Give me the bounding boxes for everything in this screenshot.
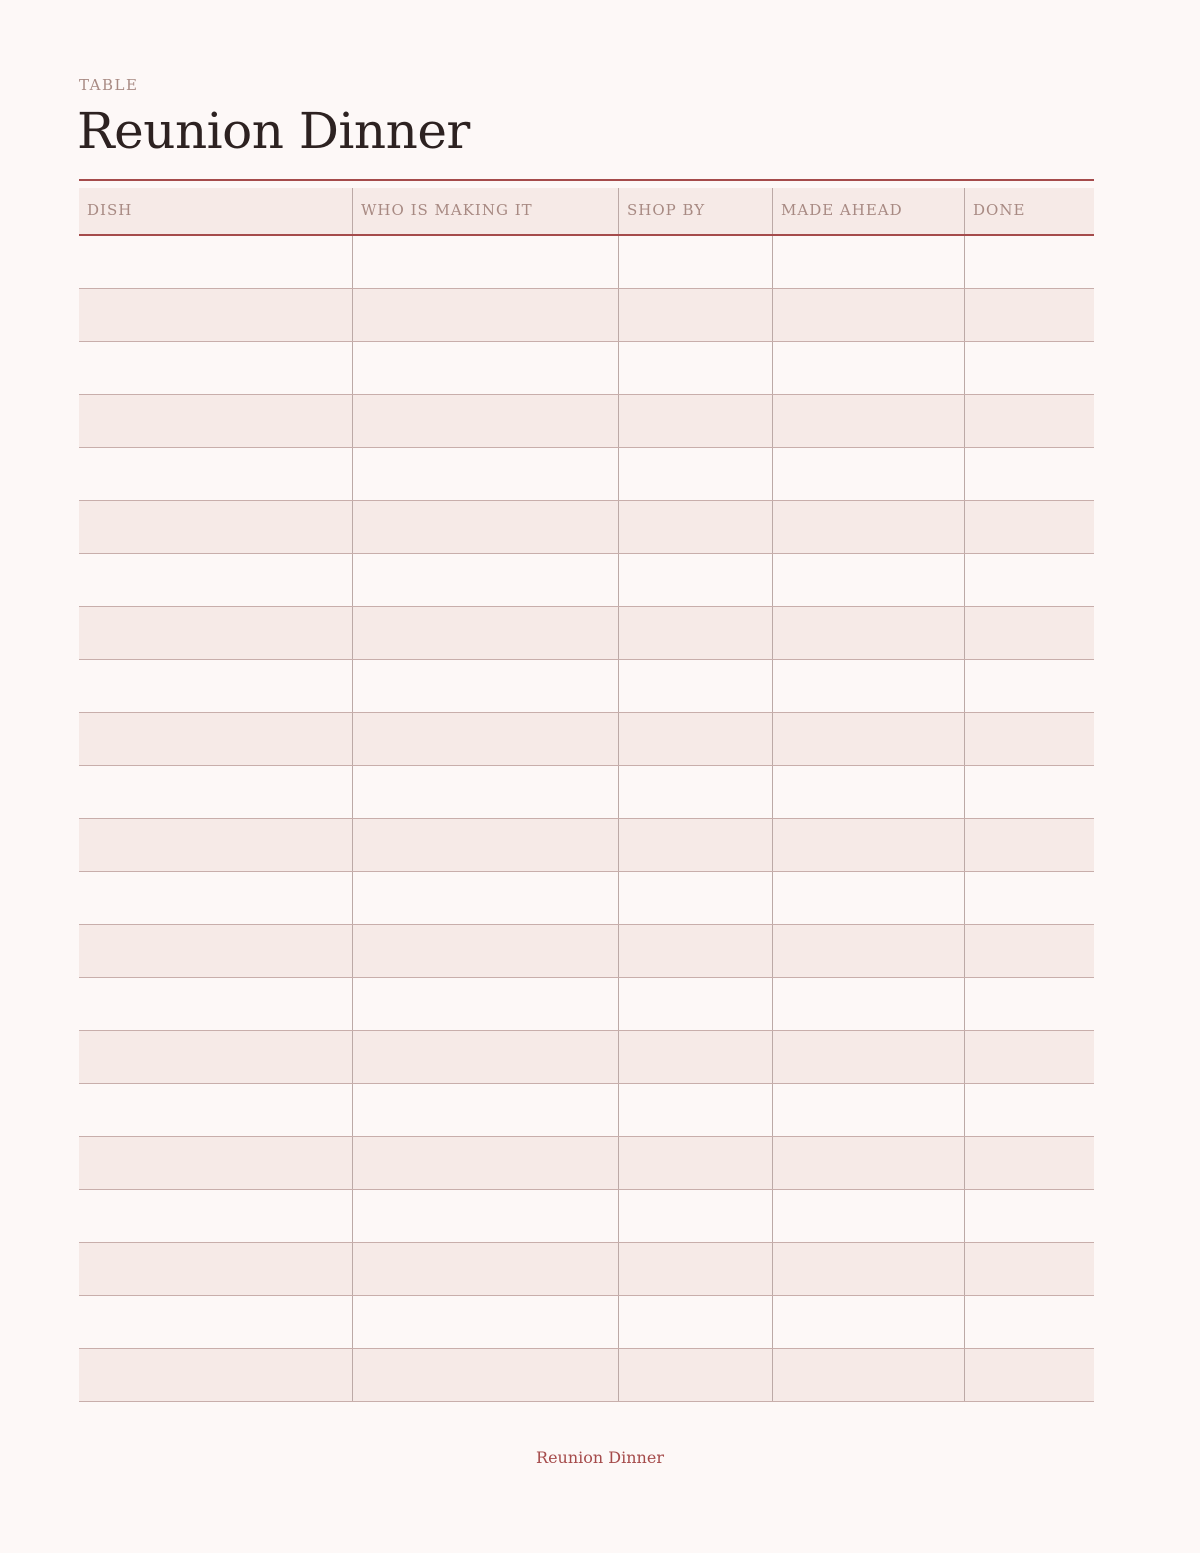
table-row bbox=[79, 1137, 1094, 1190]
table-cell-dish[interactable] bbox=[79, 713, 353, 765]
table-cell-shop-by[interactable] bbox=[619, 395, 773, 447]
table-cell-shop-by[interactable] bbox=[619, 660, 773, 712]
table-cell-made-ahead[interactable] bbox=[773, 1190, 965, 1242]
table-cell-who-is-making-it[interactable] bbox=[353, 607, 619, 659]
table-cell-dish[interactable] bbox=[79, 1349, 353, 1401]
table-cell-done[interactable] bbox=[965, 501, 1094, 553]
table-cell-done[interactable] bbox=[965, 1296, 1094, 1348]
table-cell-dish[interactable] bbox=[79, 342, 353, 394]
table-cell-dish[interactable] bbox=[79, 501, 353, 553]
table-cell-who-is-making-it[interactable] bbox=[353, 289, 619, 341]
table-body bbox=[79, 236, 1094, 1402]
table-row bbox=[79, 1084, 1094, 1137]
table-cell-dish[interactable] bbox=[79, 1190, 353, 1242]
table-cell-shop-by[interactable] bbox=[619, 1243, 773, 1295]
table-cell-who-is-making-it[interactable] bbox=[353, 660, 619, 712]
table-row bbox=[79, 872, 1094, 925]
table-cell-dish[interactable] bbox=[79, 607, 353, 659]
column-header-dish: DISH bbox=[79, 188, 353, 234]
table-cell-made-ahead[interactable] bbox=[773, 342, 965, 394]
table-cell-done[interactable] bbox=[965, 554, 1094, 606]
table-row bbox=[79, 819, 1094, 872]
table-cell-shop-by[interactable] bbox=[619, 1190, 773, 1242]
table-cell-who-is-making-it[interactable] bbox=[353, 1349, 619, 1401]
table-row bbox=[79, 1190, 1094, 1243]
table-cell-shop-by[interactable] bbox=[619, 766, 773, 818]
table-cell-shop-by[interactable] bbox=[619, 1031, 773, 1083]
table-row bbox=[79, 236, 1094, 289]
table-cell-done[interactable] bbox=[965, 448, 1094, 500]
table-cell-shop-by[interactable] bbox=[619, 819, 773, 871]
table-cell-done[interactable] bbox=[965, 395, 1094, 447]
table-cell-dish[interactable] bbox=[79, 289, 353, 341]
table-cell-who-is-making-it[interactable] bbox=[353, 766, 619, 818]
table-cell-done[interactable] bbox=[965, 1031, 1094, 1083]
table-cell-dish[interactable] bbox=[79, 395, 353, 447]
table-cell-done[interactable] bbox=[965, 1243, 1094, 1295]
table-cell-made-ahead[interactable] bbox=[773, 448, 965, 500]
table-cell-who-is-making-it[interactable] bbox=[353, 1031, 619, 1083]
eyebrow-label: TABLE bbox=[79, 76, 139, 94]
table-cell-who-is-making-it[interactable] bbox=[353, 554, 619, 606]
table-cell-done[interactable] bbox=[965, 342, 1094, 394]
table-cell-shop-by[interactable] bbox=[619, 1349, 773, 1401]
table-cell-shop-by[interactable] bbox=[619, 554, 773, 606]
table-cell-dish[interactable] bbox=[79, 554, 353, 606]
table-cell-who-is-making-it[interactable] bbox=[353, 448, 619, 500]
title-rule bbox=[79, 179, 1094, 181]
table-cell-done[interactable] bbox=[965, 819, 1094, 871]
table-cell-who-is-making-it[interactable] bbox=[353, 925, 619, 977]
table-cell-dish[interactable] bbox=[79, 1084, 353, 1136]
table-cell-done[interactable] bbox=[965, 289, 1094, 341]
table-cell-shop-by[interactable] bbox=[619, 978, 773, 1030]
table-row bbox=[79, 395, 1094, 448]
table-cell-made-ahead[interactable] bbox=[773, 978, 965, 1030]
table-cell-who-is-making-it[interactable] bbox=[353, 342, 619, 394]
table-cell-shop-by[interactable] bbox=[619, 713, 773, 765]
table-cell-done[interactable] bbox=[965, 1190, 1094, 1242]
table-cell-made-ahead[interactable] bbox=[773, 236, 965, 288]
table-cell-shop-by[interactable] bbox=[619, 342, 773, 394]
table-cell-who-is-making-it[interactable] bbox=[353, 1243, 619, 1295]
table-cell-shop-by[interactable] bbox=[619, 1296, 773, 1348]
table-cell-who-is-making-it[interactable] bbox=[353, 978, 619, 1030]
table-cell-made-ahead[interactable] bbox=[773, 501, 965, 553]
table-cell-dish[interactable] bbox=[79, 1296, 353, 1348]
table-cell-done[interactable] bbox=[965, 978, 1094, 1030]
table-cell-dish[interactable] bbox=[79, 925, 353, 977]
table-cell-who-is-making-it[interactable] bbox=[353, 501, 619, 553]
table-cell-dish[interactable] bbox=[79, 1031, 353, 1083]
table-cell-done[interactable] bbox=[965, 660, 1094, 712]
table-row bbox=[79, 766, 1094, 819]
table-cell-shop-by[interactable] bbox=[619, 607, 773, 659]
table-cell-made-ahead[interactable] bbox=[773, 819, 965, 871]
table-cell-made-ahead[interactable] bbox=[773, 872, 965, 924]
table-cell-who-is-making-it[interactable] bbox=[353, 1190, 619, 1242]
table-cell-who-is-making-it[interactable] bbox=[353, 236, 619, 288]
column-header-shop-by: SHOP BY bbox=[619, 188, 773, 234]
table-cell-shop-by[interactable] bbox=[619, 448, 773, 500]
table-cell-dish[interactable] bbox=[79, 236, 353, 288]
table-cell-who-is-making-it[interactable] bbox=[353, 1137, 619, 1189]
table-cell-made-ahead[interactable] bbox=[773, 766, 965, 818]
table-cell-done[interactable] bbox=[965, 1349, 1094, 1401]
table-cell-dish[interactable] bbox=[79, 1243, 353, 1295]
table-cell-shop-by[interactable] bbox=[619, 289, 773, 341]
table-cell-dish[interactable] bbox=[79, 660, 353, 712]
footer-text: Reunion Dinner bbox=[536, 1448, 664, 1467]
table-row bbox=[79, 1296, 1094, 1349]
table-row bbox=[79, 448, 1094, 501]
table-cell-made-ahead[interactable] bbox=[773, 1084, 965, 1136]
table-cell-shop-by[interactable] bbox=[619, 501, 773, 553]
table-cell-made-ahead[interactable] bbox=[773, 1137, 965, 1189]
table-cell-dish[interactable] bbox=[79, 978, 353, 1030]
table-header bbox=[79, 188, 1094, 236]
table-cell-made-ahead[interactable] bbox=[773, 1349, 965, 1401]
table-cell-made-ahead[interactable] bbox=[773, 1296, 965, 1348]
table-cell-done[interactable] bbox=[965, 766, 1094, 818]
table-cell-shop-by[interactable] bbox=[619, 872, 773, 924]
table-cell-dish[interactable] bbox=[79, 1137, 353, 1189]
table-cell-shop-by[interactable] bbox=[619, 1137, 773, 1189]
table-cell-done[interactable] bbox=[965, 1084, 1094, 1136]
column-header-done: DONE bbox=[973, 201, 1026, 219]
table-cell-shop-by[interactable] bbox=[619, 925, 773, 977]
table-cell-made-ahead[interactable] bbox=[773, 1243, 965, 1295]
table-cell-done[interactable] bbox=[965, 872, 1094, 924]
table-cell-made-ahead[interactable] bbox=[773, 607, 965, 659]
table-row bbox=[79, 554, 1094, 607]
table-cell-made-ahead[interactable] bbox=[773, 554, 965, 606]
table-cell-made-ahead[interactable] bbox=[773, 289, 965, 341]
table-row bbox=[79, 660, 1094, 713]
table-row bbox=[79, 501, 1094, 554]
table-cell-dish[interactable] bbox=[79, 448, 353, 500]
table-cell-dish[interactable] bbox=[79, 872, 353, 924]
table-row bbox=[79, 978, 1094, 1031]
table-row bbox=[79, 1031, 1094, 1084]
table-cell-done[interactable] bbox=[965, 713, 1094, 765]
table-cell-who-is-making-it[interactable] bbox=[353, 1084, 619, 1136]
table-cell-who-is-making-it[interactable] bbox=[353, 819, 619, 871]
table-row bbox=[79, 342, 1094, 395]
table-cell-made-ahead[interactable] bbox=[773, 713, 965, 765]
table-cell-who-is-making-it[interactable] bbox=[353, 395, 619, 447]
table-cell-who-is-making-it[interactable] bbox=[353, 1296, 619, 1348]
table-cell-done[interactable] bbox=[965, 925, 1094, 977]
column-header-made-ahead: MADE AHEAD bbox=[773, 188, 965, 234]
page-title: Reunion Dinner bbox=[77, 102, 470, 160]
table-cell-dish[interactable] bbox=[79, 819, 353, 871]
table-cell-done[interactable] bbox=[965, 607, 1094, 659]
dinner-table bbox=[79, 188, 1094, 1402]
table-row bbox=[79, 1349, 1094, 1402]
table-cell-made-ahead[interactable] bbox=[773, 1031, 965, 1083]
table-row bbox=[79, 713, 1094, 766]
table-row bbox=[79, 289, 1094, 342]
table-row bbox=[79, 925, 1094, 978]
table-row bbox=[79, 1243, 1094, 1296]
column-header-who-is-making-it: WHO IS MAKING IT bbox=[353, 188, 619, 234]
table-cell-who-is-making-it[interactable] bbox=[353, 872, 619, 924]
table-cell-made-ahead[interactable] bbox=[773, 395, 965, 447]
table-cell-made-ahead[interactable] bbox=[773, 660, 965, 712]
table-cell-dish[interactable] bbox=[79, 766, 353, 818]
table-row bbox=[79, 607, 1094, 660]
table-cell-who-is-making-it[interactable] bbox=[353, 713, 619, 765]
table-cell-done[interactable] bbox=[965, 236, 1094, 288]
table-cell-done[interactable] bbox=[965, 1137, 1094, 1189]
table-cell-shop-by[interactable] bbox=[619, 1084, 773, 1136]
table-cell-shop-by[interactable] bbox=[619, 236, 773, 288]
table-cell-made-ahead[interactable] bbox=[773, 925, 965, 977]
